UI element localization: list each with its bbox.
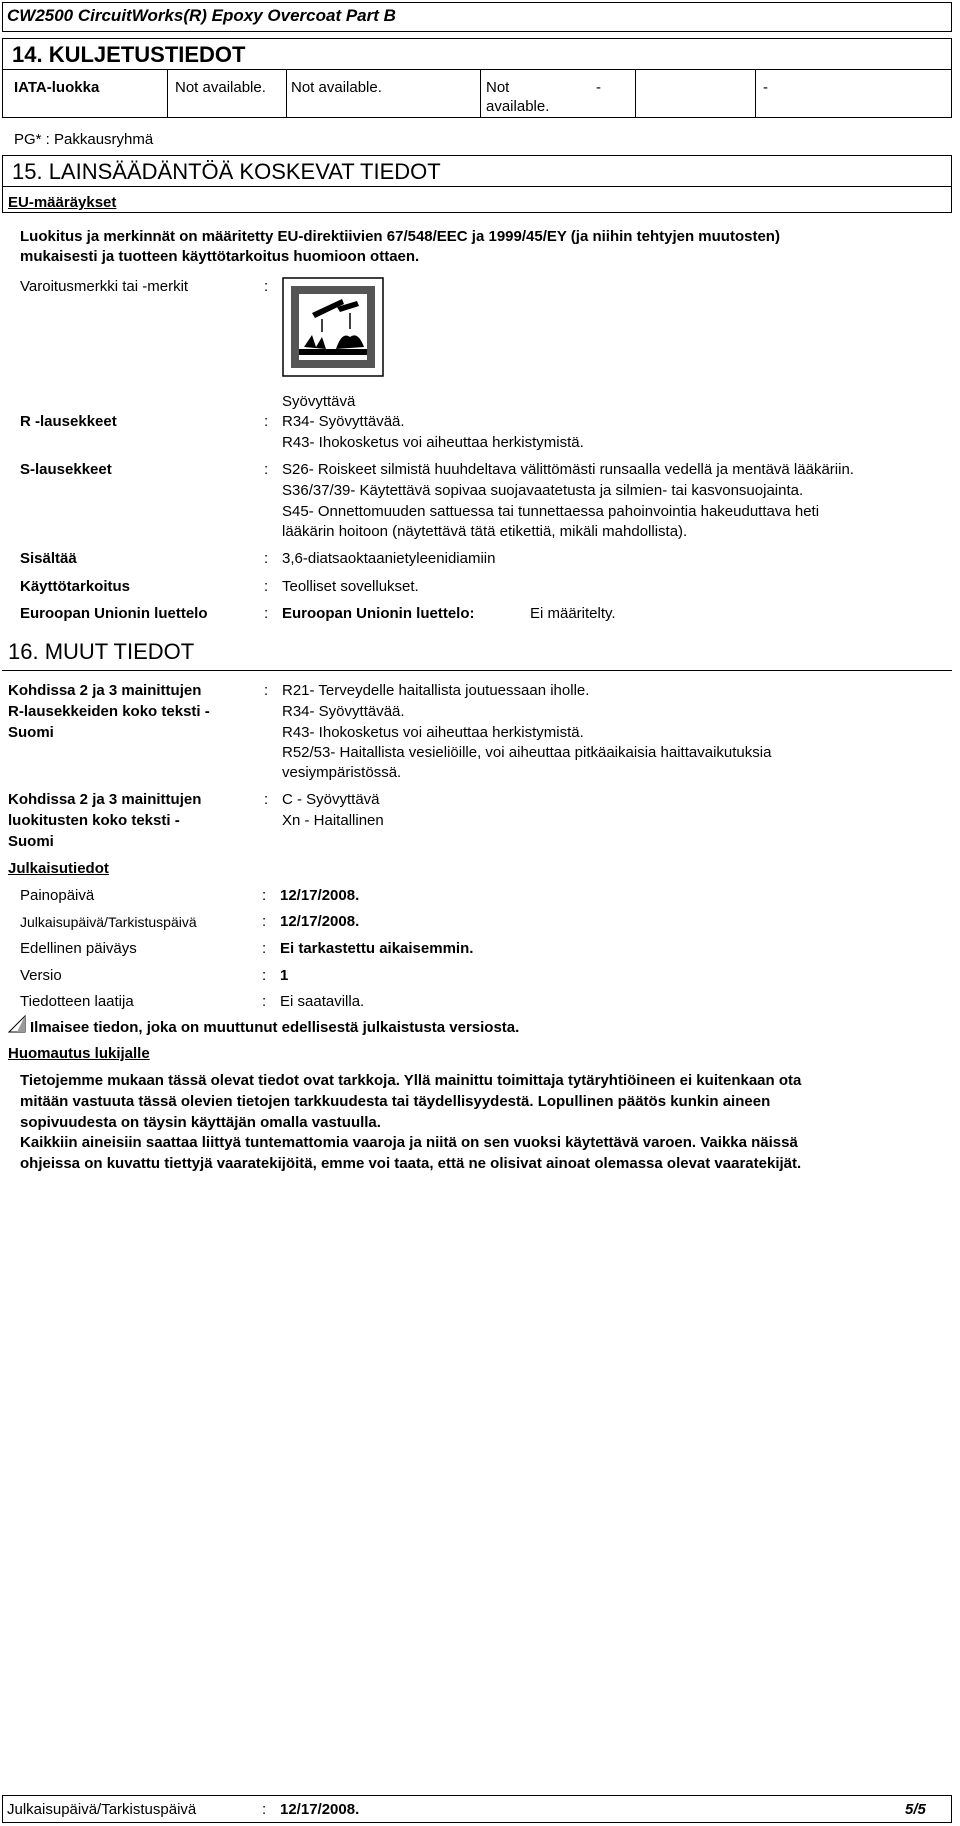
r-phrase-full: R21- Terveydelle haitallista joutuessaan iholle.	[282, 682, 590, 699]
colon: :	[264, 605, 269, 622]
table-divider	[755, 70, 756, 118]
print-date-label: Painopäivä	[20, 887, 95, 904]
s-phrase: lääkärin hoitoon (näytettävä tätä etikettiä, mikäli mahdollista).	[282, 523, 688, 540]
notice-line: mitään vastuuta tässä olevien tietojen tarkkuudesta tai täydellisyydestä. Lopullinen päätös kunkin aineen	[20, 1093, 771, 1110]
table-divider	[635, 70, 636, 118]
iata-cell-3a: Not	[486, 79, 510, 96]
iata-cell-1: Not available.	[175, 79, 266, 96]
packing-group-note: PG* : Pakkausryhmä	[14, 131, 154, 148]
colon: :	[264, 461, 269, 478]
s-phrase: S26- Roiskeet silmistä huuhdeltava välittömästi runsaalla vedellä ja mentävä lääkäriin.	[282, 461, 854, 478]
iata-cell-4: -	[596, 79, 601, 96]
section-16-title: 16. MUUT TIEDOT	[8, 639, 195, 664]
iata-label: IATA-luokka	[14, 79, 100, 96]
hazard-symbol-label: Varoitusmerkki tai -merkit	[20, 278, 189, 295]
corrosive-symbol-caption: Syövyttävä	[282, 393, 356, 410]
revision-date-label: Julkaisupäivä/Tarkistuspäivä	[20, 914, 197, 930]
author-value: Ei saatavilla.	[280, 993, 365, 1010]
table-divider	[480, 70, 481, 118]
notice-line: Tietojemme mukaan tässä olevat tiedot ovat tarkkoja. Yllä mainittu toimittaja tytäryhtiöineen ei kuitenkaan ota	[20, 1072, 802, 1089]
r-phrase-full: R52/53- Haitallista vesieliöille, voi aiheuttaa pitkäaikaisia haittavaikutuksia	[282, 744, 772, 761]
document-title: CW2500 CircuitWorks(R) Epoxy Overcoat Part B	[7, 6, 396, 25]
colon: :	[264, 682, 269, 699]
section-15-title: 15. LAINSÄÄDÄNTÖÄ KOSKEVAT TIEDOT	[12, 159, 441, 184]
iata-cell-2: Not available.	[291, 79, 382, 96]
footer-revision-label: Julkaisupäivä/Tarkistuspäivä	[7, 1801, 197, 1818]
eu-inventory-value: Ei määritelty.	[530, 605, 616, 622]
classification-item: Xn - Haitallinen	[282, 812, 384, 829]
eu-regulation-box	[2, 187, 952, 213]
cls-label-3: Suomi	[8, 833, 54, 850]
r-phrase-full: R43- Ihokosketus voi aiheuttaa herkistymistä.	[282, 724, 584, 741]
colon: :	[264, 413, 269, 430]
table-divider	[167, 70, 168, 118]
r-phrase: R43- Ihokosketus voi aiheuttaa herkistymistä.	[282, 434, 584, 451]
rfull-label-3: Suomi	[8, 724, 54, 741]
version-value: 1	[280, 967, 289, 984]
colon: :	[264, 791, 269, 808]
classification-intro-1: Luokitus ja merkinnät on määritetty EU-direktiivien 67/548/EEC ja 1999/45/EY (ja niihin tehtyjen muutosten)	[20, 228, 780, 245]
eu-inventory-sublabel: Euroopan Unionin luettelo:	[282, 605, 475, 622]
r-phrase-full: R34- Syövyttävää.	[282, 703, 405, 720]
iata-cell-5: -	[763, 79, 768, 96]
table-divider	[286, 70, 287, 118]
publication-info-heading: Julkaisutiedot	[8, 860, 109, 877]
use-label: Käyttötarkoitus	[20, 578, 131, 595]
contains-value: 3,6-diatsaoktaanietyleenidiamiin	[282, 550, 496, 567]
version-label: Versio	[20, 967, 62, 984]
rfull-label-2: R-lausekkeiden koko teksti -	[8, 703, 210, 720]
section-14-title: 14. KULJETUSTIEDOT	[12, 42, 246, 67]
iata-cell-3b: available.	[486, 98, 550, 115]
author-label: Tiedotteen laatija	[20, 993, 134, 1010]
corrosive-pictogram-icon	[282, 277, 384, 377]
contains-label: Sisältää	[20, 550, 77, 567]
page-number: 5/5	[905, 1801, 926, 1818]
classification-item: C - Syövyttävä	[282, 791, 380, 808]
use-value: Teolliset sovellukset.	[282, 578, 419, 595]
s-phrases-label: S-lausekkeet	[20, 461, 112, 478]
section-16-divider	[2, 670, 952, 671]
cls-label-1: Kohdissa 2 ja 3 mainittujen	[8, 791, 202, 808]
revision-date-value: 12/17/2008.	[280, 913, 360, 930]
colon: :	[262, 887, 267, 904]
changed-info-note: Ilmaisee tiedon, joka on muuttunut edellisestä julkaistusta versiosta.	[30, 1019, 520, 1036]
colon: :	[262, 913, 267, 930]
eu-inventory-label: Euroopan Unionin luettelo	[20, 605, 208, 622]
colon: :	[262, 1801, 267, 1818]
eu-regulations-heading: EU-määräykset	[8, 194, 117, 211]
previous-date-label: Edellinen päiväys	[20, 940, 137, 957]
print-date-value: 12/17/2008.	[280, 887, 360, 904]
footer-revision-value: 12/17/2008.	[280, 1801, 360, 1818]
r-phrase-full: vesiympäristössä.	[282, 764, 402, 781]
cls-label-2: luokitusten koko teksti -	[8, 812, 180, 829]
r-phrases-label: R -lausekkeet	[20, 413, 117, 430]
colon: :	[262, 940, 267, 957]
previous-date-value: Ei tarkastettu aikaisemmin.	[280, 940, 474, 957]
rfull-label-1: Kohdissa 2 ja 3 mainittujen	[8, 682, 202, 699]
colon: :	[262, 993, 267, 1010]
transport-table	[2, 70, 952, 118]
colon: :	[264, 278, 269, 295]
notice-line: Kaikkiin aineisiin saattaa liittyä tuntemattomia vaaroja ja niitä on sen vuoksi käytettävä varoen. Vaikka näissä	[20, 1134, 798, 1151]
colon: :	[264, 550, 269, 567]
notice-line: sopivuudesta on täysin käyttäjän omalla vastuulla.	[20, 1114, 381, 1131]
colon: :	[264, 578, 269, 595]
r-phrase: R34- Syövyttävää.	[282, 413, 405, 430]
s-phrase: S36/37/39- Käytettävä sopivaa suojavaatetusta ja silmien- tai kasvonsuojainta.	[282, 482, 804, 499]
colon: :	[262, 967, 267, 984]
notice-line: ohjeissa on kuvattu tiettyjä vaaratekijöitä, emme voi taata, että ne olisivat ainoat olemassa olevat vaaratekijät.	[20, 1155, 802, 1172]
classification-intro-2: mukaisesti ja tuotteen käyttötarkoitus huomioon ottaen.	[20, 248, 420, 265]
changed-marker-icon	[8, 1015, 26, 1033]
notice-to-reader-heading: Huomautus lukijalle	[8, 1045, 150, 1062]
s-phrase: S45- Onnettomuuden sattuessa tai tunnettaessa pahoinvointia hakeuduttava heti	[282, 503, 820, 520]
